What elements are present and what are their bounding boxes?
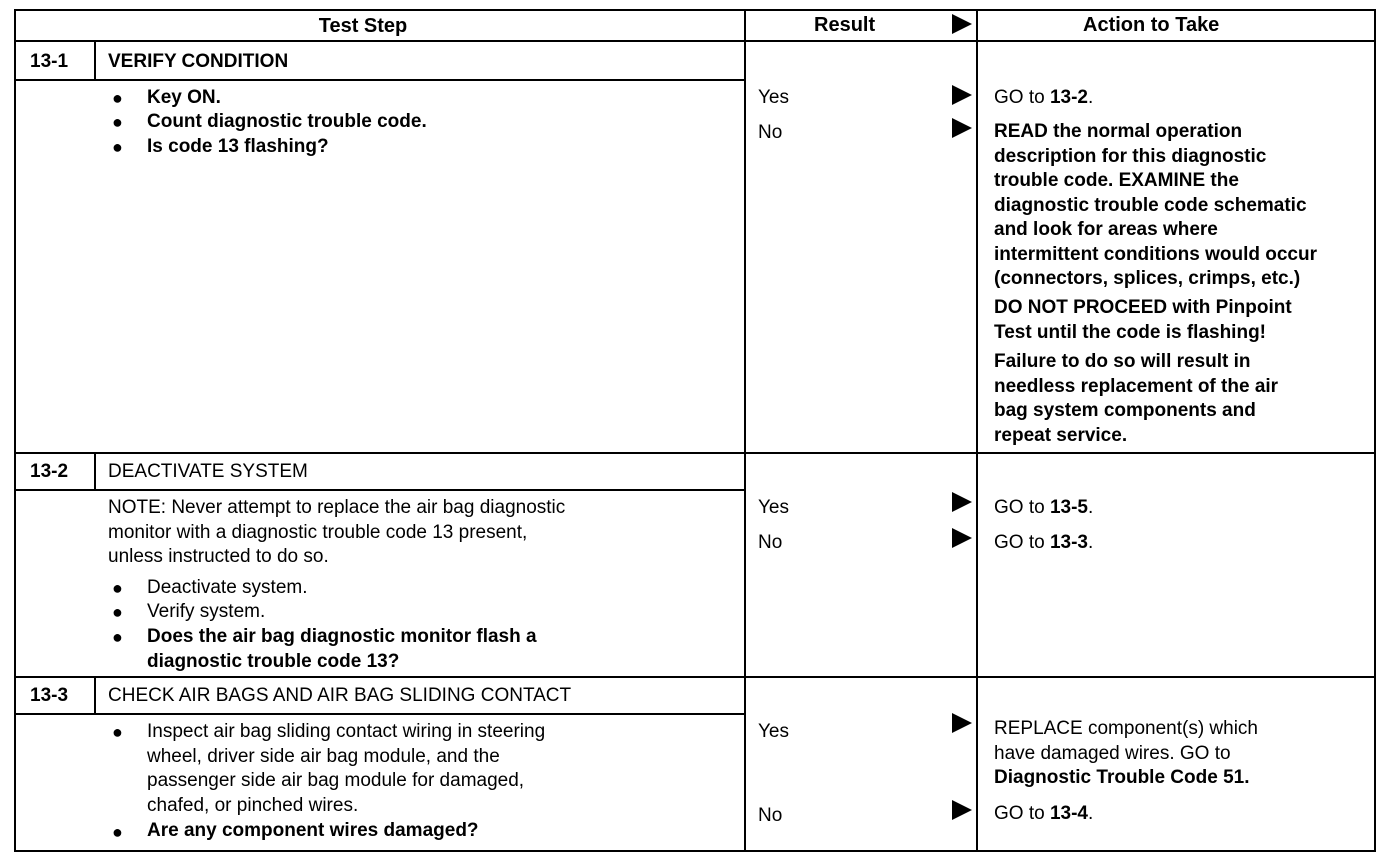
title-underline-13-3 bbox=[14, 713, 746, 715]
title-underline-13-2 bbox=[14, 489, 746, 491]
result-label-yes: Yes bbox=[758, 721, 789, 742]
table-border-left bbox=[14, 9, 16, 852]
result-label-yes: Yes bbox=[758, 87, 789, 108]
step-bullet-text: Deactivate system. bbox=[147, 577, 308, 598]
id-divider-13-1 bbox=[94, 40, 96, 80]
header-action: Action to Take bbox=[1083, 14, 1220, 36]
action-goto-ref: 13-4 bbox=[1049, 803, 1088, 824]
result-label-yes: Yes bbox=[758, 497, 789, 518]
header-test-step: Test Step bbox=[318, 15, 408, 37]
row-divider-13-2 bbox=[14, 452, 1376, 454]
action-goto-ref: 13-3 bbox=[1049, 532, 1088, 553]
result-arrow-icon bbox=[952, 713, 972, 733]
step-bullet-text: Count diagnostic trouble code. bbox=[147, 111, 427, 132]
step-title: DEACTIVATE SYSTEM bbox=[108, 461, 308, 482]
action-text: REPLACE component(s) which have damaged wires. GO to bbox=[994, 718, 1258, 764]
bullet-icon: ● bbox=[112, 137, 123, 157]
action-reference: Diagnostic Trouble Code 51. bbox=[994, 767, 1250, 788]
result-arrow-icon bbox=[952, 118, 972, 138]
step-title: VERIFY CONDITION bbox=[108, 51, 289, 72]
row-divider-13-3 bbox=[14, 676, 1376, 678]
header-divider bbox=[14, 40, 1376, 42]
result-label-no: No bbox=[758, 532, 783, 553]
result-arrow-icon bbox=[952, 528, 972, 548]
id-divider-13-2 bbox=[94, 452, 96, 490]
result-label-no: No bbox=[758, 122, 783, 143]
action-goto bbox=[994, 86, 1093, 111]
step-note: NOTE: Never attempt to replace the air bag diagnostic monitor with a diagnostic trouble code 13 present, unless instructed to do so. bbox=[108, 497, 566, 567]
action-goto-suffix: . bbox=[1088, 532, 1094, 553]
bullet-icon: ● bbox=[112, 602, 123, 622]
id-divider-13-3 bbox=[94, 676, 96, 714]
bullet-icon: ● bbox=[112, 578, 123, 598]
table-border-bottom bbox=[14, 850, 1376, 852]
col-divider-result bbox=[744, 9, 746, 852]
action-goto-suffix: . bbox=[1088, 497, 1094, 518]
bullet-icon: ● bbox=[112, 112, 123, 132]
step-bullet-text: Verify system. bbox=[147, 601, 266, 622]
step-id: 13-3 bbox=[30, 685, 69, 706]
bullet-icon: ● bbox=[112, 822, 123, 842]
action-goto bbox=[994, 531, 1093, 556]
bullet-icon: ● bbox=[112, 627, 123, 647]
table-border-right bbox=[1374, 9, 1376, 852]
action-goto-text: GO to bbox=[994, 87, 1050, 108]
action-goto bbox=[994, 496, 1093, 521]
table-border-top bbox=[14, 9, 1376, 11]
result-label-no: No bbox=[758, 805, 783, 826]
step-question: Does the air bag diagnostic monitor flash a diagnostic trouble code 13? bbox=[147, 626, 537, 672]
step-title: CHECK AIR BAGS AND AIR BAG SLIDING CONTACT bbox=[108, 685, 572, 706]
step-question: Are any component wires damaged? bbox=[147, 820, 479, 841]
result-arrow-icon bbox=[952, 800, 972, 820]
action-goto-text: GO to bbox=[994, 497, 1050, 518]
title-underline-13-1 bbox=[14, 79, 746, 81]
step-id: 13-1 bbox=[30, 51, 69, 72]
action-goto-ref: 13-5 bbox=[1049, 497, 1088, 518]
header-arrow-icon bbox=[952, 14, 972, 34]
result-arrow-icon bbox=[952, 492, 972, 512]
action-goto-suffix: . bbox=[1088, 803, 1094, 824]
step-bullet-text: Key ON. bbox=[147, 87, 221, 108]
action-goto-suffix: . bbox=[1088, 87, 1094, 108]
result-arrow-icon bbox=[952, 85, 972, 105]
step-question: Is code 13 flashing? bbox=[147, 136, 329, 157]
action-goto-ref: 13-2 bbox=[1049, 87, 1088, 108]
step-id: 13-2 bbox=[30, 461, 69, 482]
header-result: Result bbox=[814, 14, 876, 36]
col-divider-action bbox=[976, 9, 978, 852]
bullet-icon: ● bbox=[112, 722, 123, 742]
action-paragraph: READ the normal operation description for this diagnostic trouble code. EXAMINE the diagnostic trouble code schematic and look for areas where intermittent conditions would occur (connectors, splices, crimps, etc.) bbox=[994, 121, 1317, 289]
action-paragraph: Failure to do so will result in needless replacement of the air bag system components and repeat service. bbox=[994, 351, 1279, 446]
action-goto-text: GO to bbox=[994, 532, 1050, 553]
action-goto-text: GO to bbox=[994, 803, 1050, 824]
action-goto bbox=[994, 802, 1093, 827]
bullet-icon: ● bbox=[112, 88, 123, 108]
step-bullet-text: Inspect air bag sliding contact wiring in steering wheel, driver side air bag module, and the passenger side air bag module for damaged, chafed, or pinched wires. bbox=[147, 721, 546, 816]
action-paragraph: DO NOT PROCEED with Pinpoint Test until the code is flashing! bbox=[994, 297, 1292, 343]
